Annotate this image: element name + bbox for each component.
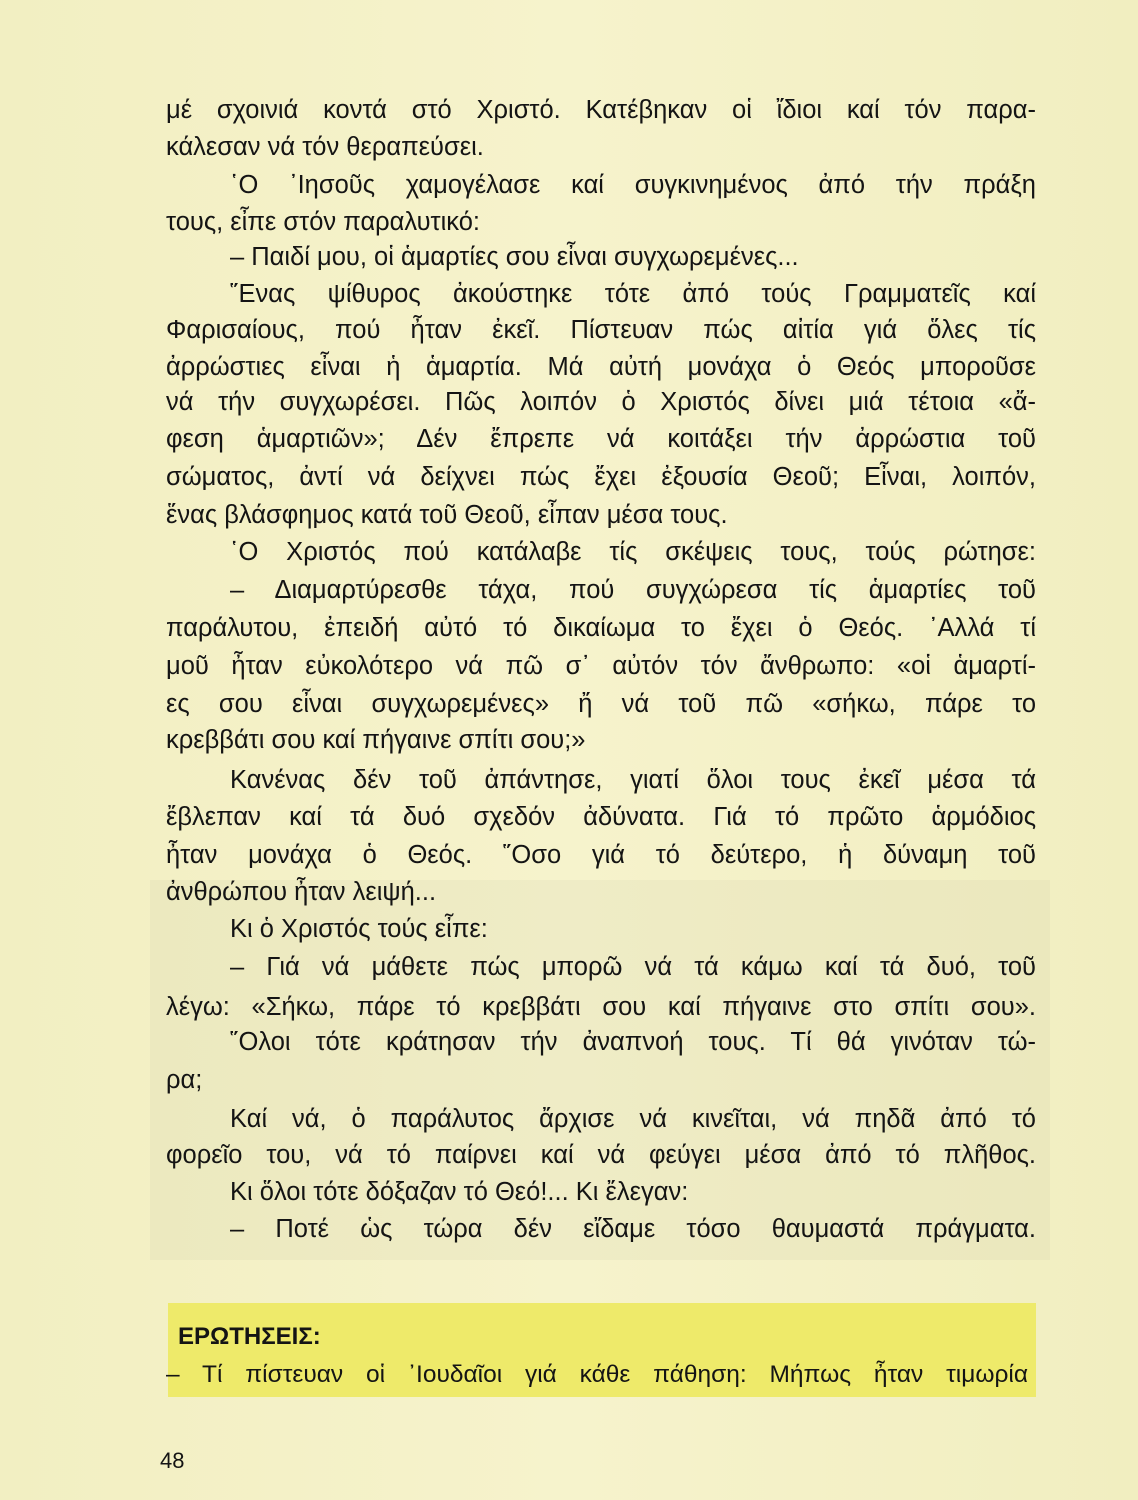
text-line: τους, εἶπε στόν παραλυτικό: bbox=[166, 208, 480, 236]
text-line: κρεββάτι σου καί πήγαινε σπίτι σου;» bbox=[166, 726, 586, 754]
text-line: – Ποτέ ὡς τώρα δέν εἴδαμε τόσο θαυμαστά πράγματα. bbox=[230, 1215, 1036, 1243]
text-line: ῾Ο ᾽Ιησοῦς χαμογέλασε καί συγκινημένος ἀπό τήν πράξη bbox=[230, 171, 1036, 199]
text-line: σώματος, ἀντί νά δείχνει πώς ἔχει ἐξουσία Θεοῦ; Εἶναι, λοιπόν, bbox=[166, 463, 1036, 491]
text-line: ῞Ολοι τότε κράτησαν τήν ἀναπνοή τους. Τί θά γινόταν τώ- bbox=[230, 1028, 1036, 1056]
questions-heading: ΕΡΩΤΗΣΕΙΣ: bbox=[178, 1323, 321, 1350]
text-line: – Γιά νά μάθετε πώς μπορῶ νά τά κάμω καί τά δυό, τοῦ bbox=[230, 953, 1036, 981]
text-line: Κι ὅλοι τότε δόξαζαν τό Θεό!... Κι ἔλεγαν: bbox=[230, 1178, 689, 1206]
text-line: ες σου εἶναι συγχωρεμένες» ἤ νά τοῦ πῶ «σήκω, πάρε το bbox=[166, 690, 1036, 718]
text-line: λέγω: «Σήκω, πάρε τό κρεββάτι σου καί πήγαινε στο σπίτι σου». bbox=[166, 993, 1036, 1021]
text-line: μέ σχοινιά κοντά στό Χριστό. Κατέβηκαν οἱ ἴδιοι καί τόν παρα- bbox=[166, 96, 1036, 124]
text-line: κάλεσαν νά τόν θεραπεύσει. bbox=[166, 133, 484, 161]
text-line: Φαρισαίους, πού ἦταν ἐκεῖ. Πίστευαν πώς αἰτία γιά ὅλες τίς bbox=[166, 316, 1036, 344]
text-line: – Διαμαρτύρεσθε τάχα, πού συγχώρεσα τίς ἁμαρτίες τοῦ bbox=[230, 576, 1036, 604]
text-line: παράλυτου, ἐπειδή αὐτό τό δικαίωμα το ἔχει ὁ Θεός. ᾽Αλλά τί bbox=[166, 614, 1036, 642]
text-line: φορεῖο του, νά τό παίρνει καί νά φεύγει μέσα ἀπό τό πλῆθος. bbox=[166, 1141, 1036, 1169]
text-line: Κι ὁ Χριστός τούς εἶπε: bbox=[230, 915, 488, 943]
page-number: 48 bbox=[160, 1448, 185, 1473]
text-line: ῾Ο Χριστός πού κατάλαβε τίς σκέψεις τους, τούς ρώτησε: bbox=[230, 538, 1036, 566]
text-line: ἔβλεπαν καί τά δυό σχεδόν ἀδύνατα. Γιά τό πρῶτο ἁρμόδιος bbox=[166, 803, 1036, 831]
text-line: ῞Ενας ψίθυρος ἀκούστηκε τότε ἀπό τούς Γραμματεῖς καί bbox=[230, 280, 1036, 308]
question-item: – Τί πίστευαν οἱ ᾽Ιουδαῖοι γιά κάθε πάθηση: Μήπως ἦταν τιμωρία bbox=[166, 1361, 1028, 1388]
text-line: νά τήν συγχωρέσει. Πῶς λοιπόν ὁ Χριστός δίνει μιά τέτοια «ἄ- bbox=[166, 388, 1036, 416]
text-line: ἀνθρώπου ἦταν λειψή... bbox=[166, 878, 437, 906]
text-line: Κανένας δέν τοῦ ἀπάντησε, γιατί ὅλοι τους ἐκεῖ μέσα τά bbox=[230, 766, 1036, 794]
text-line: Καί νά, ὁ παράλυτος ἄρχισε νά κινεῖται, νά πηδᾶ ἀπό τό bbox=[230, 1105, 1036, 1133]
text-line: – Παιδί μου, οἱ ἁμαρτίες σου εἶναι συγχωρεμένες... bbox=[230, 243, 799, 271]
text-line: ἦταν μονάχα ὁ Θεός. ῞Οσο γιά τό δεύτερο, ἡ δύναμη τοῦ bbox=[166, 841, 1036, 869]
text-line: ἕνας βλάσφημος κατά τοῦ Θεοῦ, εἶπαν μέσα τους. bbox=[166, 501, 728, 529]
text-line: μοῦ ἦταν εὐκολότερο νά πῶ σ᾽ αὐτόν τόν ἄνθρωπο: «οἱ ἁμαρτί- bbox=[166, 652, 1036, 680]
text-line: φεση ἁμαρτιῶν»; Δέν ἔπρεπε νά κοιτάξει τήν ἀρρώστια τοῦ bbox=[166, 425, 1036, 453]
text-line: ἀρρώστιες εἶναι ἡ ἁμαρτία. Μά αὐτή μονάχα ὁ Θεός μποροῦσε bbox=[166, 353, 1036, 381]
text-line: ρα; bbox=[166, 1066, 203, 1094]
